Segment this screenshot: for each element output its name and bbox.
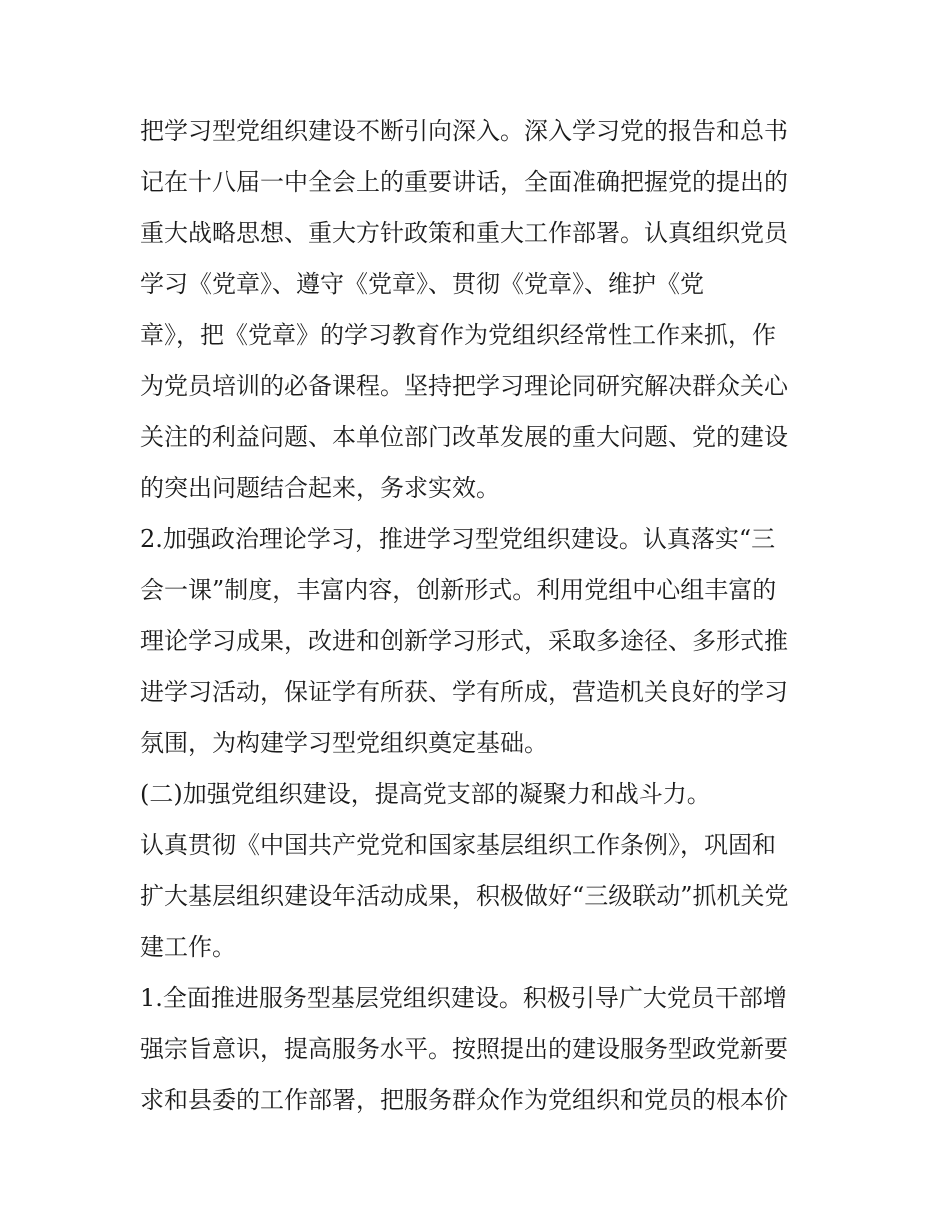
text-line: 学习《党章》、遵守《党章》、贯彻《党章》、维护《党 [140, 270, 704, 298]
text-line: 认真贯彻《中国共产党党和国家基层组织工作条例》，巩固和 [140, 831, 776, 859]
text-line: 求和县委的工作部署，把服务群众作为党组织和党员的根本价 [140, 1086, 788, 1114]
text-line: 强宗旨意识，提高服务水平。按照提出的建设服务型政党新要 [140, 1035, 788, 1063]
text-line: 建工作。 [140, 933, 236, 961]
text-line: 章》，把《党章》的学习教育作为党组织经常性工作来抓，作 [140, 321, 776, 349]
text-line: 记在十八届一中全会上的重要讲话，全面准确把握党的提出的 [140, 168, 788, 196]
text-line: 重大战略思想、重大方针政策和重大工作部署。认真组织党员 [140, 219, 788, 247]
body-text [140, 106, 820, 1126]
numbered-item-heading: 2.加强政治理论学习，推进学习型党组织建设。认真落实“三 [140, 525, 776, 553]
text-line: 扩大基层组织建设年活动成果，积极做好“三级联动”抓机关党 [140, 882, 789, 910]
numbered-item-heading: 1.全面推进服务型基层党组织建设。积极引导广大党员干部增 [140, 984, 787, 1012]
text-line: 会一课”制度，丰富内容，创新形式。利用党组中心组丰富的 [140, 576, 777, 604]
text-line: 氛围，为构建学习型党组织奠定基础。 [140, 729, 548, 757]
text-line: 的突出问题结合起来，务求实效。 [140, 474, 500, 502]
text-line: 进学习活动，保证学有所获、学有所成，营造机关良好的学习 [140, 678, 788, 706]
text-line: 为党员培训的必备课程。坚持把学习理论同研究解决群众关心 [140, 372, 788, 400]
text-line: 把学习型党组织建设不断引向深入。深入学习党的报告和总书 [140, 117, 788, 145]
text-line: 关注的利益问题、本单位部门改革发展的重大问题、党的建设 [140, 423, 788, 451]
text-line: 理论学习成果，改进和创新学习形式，采取多途径、多形式推 [140, 627, 788, 655]
section-heading: (二)加强党组织建设，提高党支部的凝聚力和战斗力。 [140, 780, 711, 808]
